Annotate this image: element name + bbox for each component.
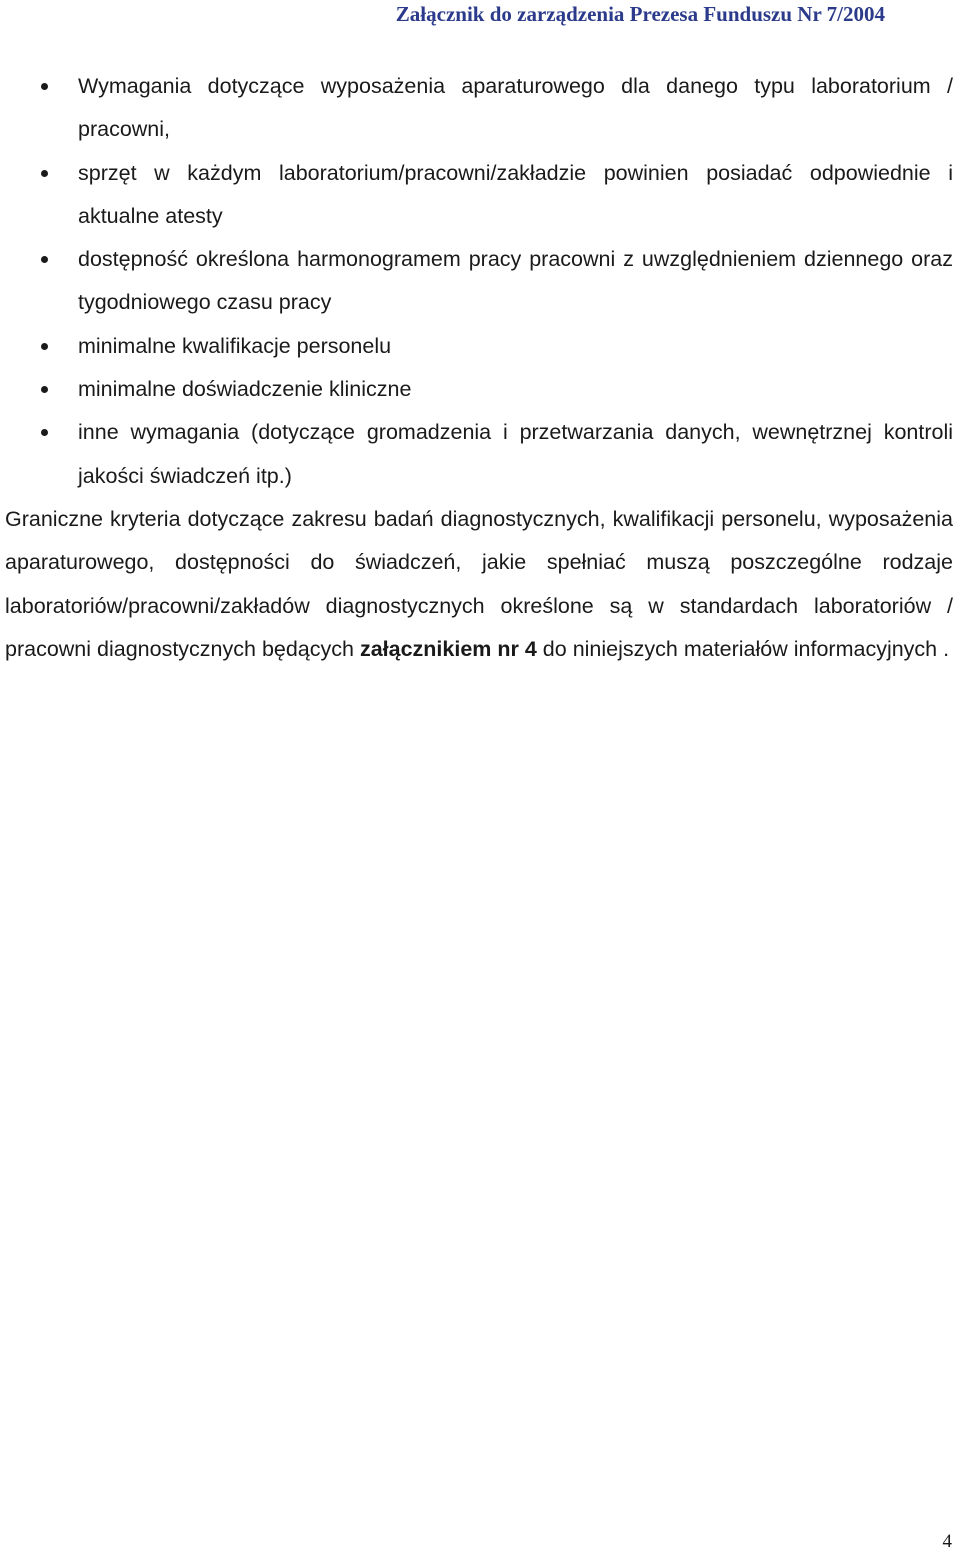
list-item xyxy=(5,152,953,239)
criteria-paragraph xyxy=(5,498,953,671)
document-header: Załącznik do zarządzenia Prezesa Funduszu Nr 7/2004 xyxy=(395,2,885,26)
bullet-icon xyxy=(41,429,48,436)
paragraph-text-end: do niniejszych materiałów informacyjnych . xyxy=(536,636,950,661)
page-number: 4 xyxy=(942,1531,952,1552)
bullet-icon xyxy=(41,386,48,393)
bullet-icon xyxy=(41,83,48,90)
list-item-text: minimalne doświadczenie kliniczne xyxy=(78,377,412,402)
requirements-list xyxy=(5,65,953,498)
document-body xyxy=(5,65,953,671)
list-item-text: dostępność określona harmonogramem pracy pracowni z uwzględnieniem dziennego oraz tygodniowego czasu pracy xyxy=(78,247,953,315)
list-item xyxy=(5,411,953,498)
list-item-text: sprzęt w każdym laboratorium/pracowni/zakładzie powinien posiadać odpowiednie i aktualne atesty xyxy=(78,160,953,228)
list-item xyxy=(5,368,953,411)
bullet-icon xyxy=(41,343,48,350)
attachment-reference: załącznikiem nr 4 xyxy=(359,636,537,661)
bullet-icon xyxy=(41,170,48,177)
bullet-icon xyxy=(41,256,48,263)
paragraph-text: Graniczne kryteria dotyczące zakresu badań diagnostycznych, kwalifikacji personelu, wyposażenia aparaturowego, dostępności do świadczeń, jakie spełniać muszą poszczególne rodzaje laboratoriów/pracowni/zakładów diagnostycznych określone są w standardach laboratoriów / pracowni diagnostycznych będących xyxy=(5,506,953,661)
list-item xyxy=(5,65,953,152)
list-item xyxy=(5,238,953,325)
list-item xyxy=(5,325,953,368)
list-item-text: inne wymagania (dotyczące gromadzenia i przetwarzania danych, wewnętrznej kontroli jakości świadczeń itp.) xyxy=(78,420,953,488)
list-item-text: Wymagania dotyczące wyposażenia aparaturowego dla danego typu laboratorium / pracowni, xyxy=(78,74,953,142)
list-item-text: minimalne kwalifikacje personelu xyxy=(78,333,392,358)
